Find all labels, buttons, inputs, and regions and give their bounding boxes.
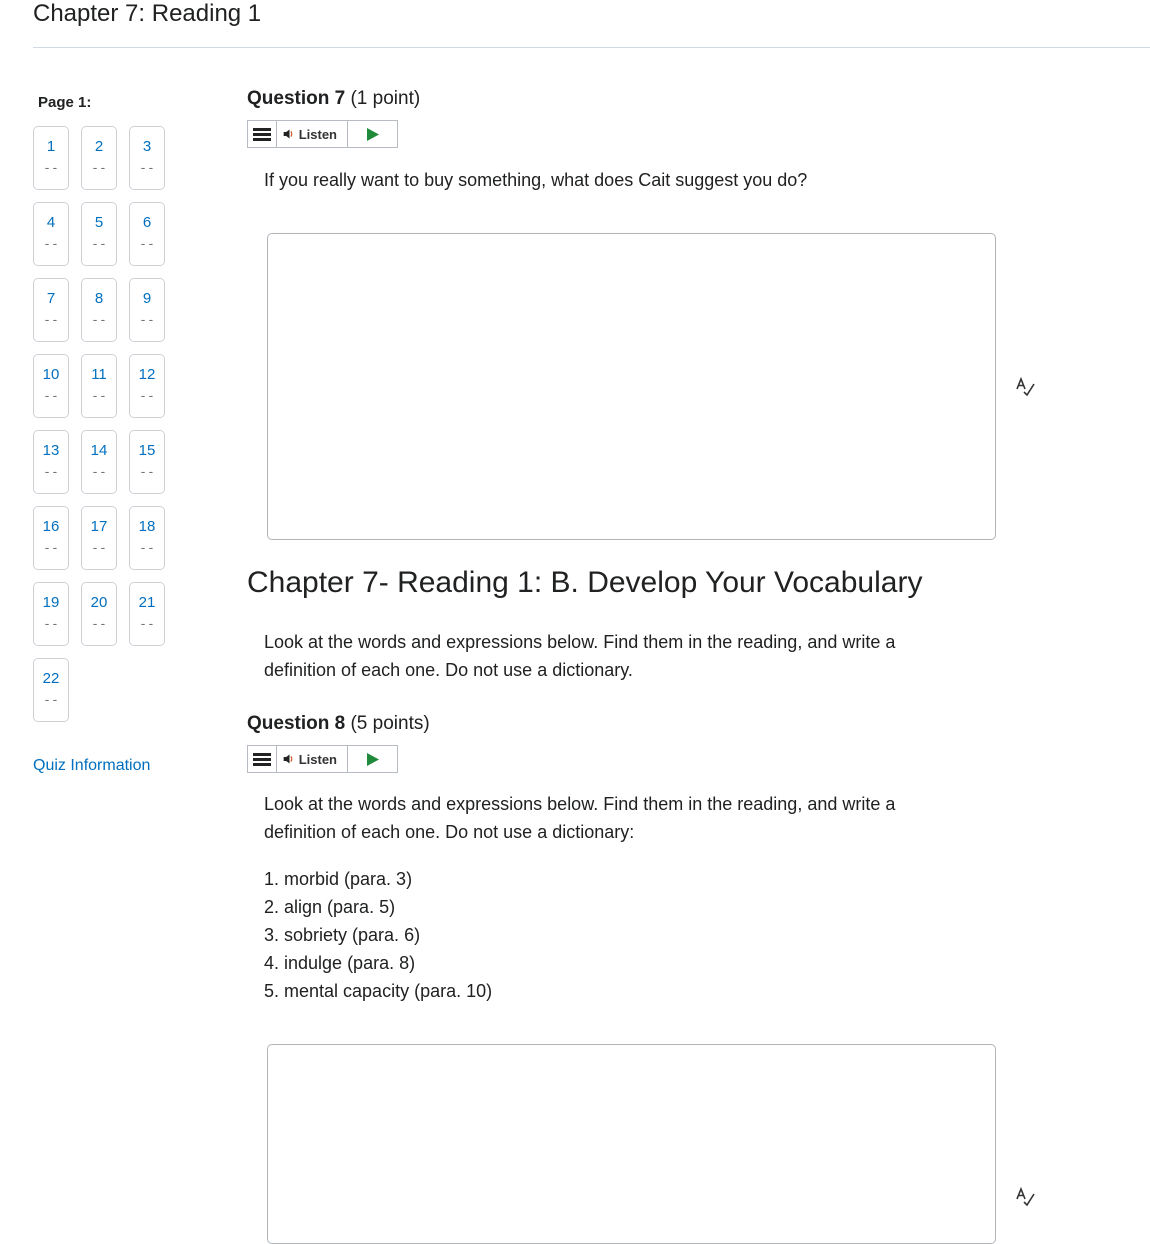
listen-menu-button[interactable]	[248, 746, 277, 772]
question-nav-10[interactable]	[33, 354, 69, 418]
question-nav-3[interactable]	[129, 126, 165, 190]
question-nav-status: --	[43, 161, 59, 176]
title-divider	[33, 47, 1150, 48]
question-nav-number: 1	[46, 138, 56, 155]
play-icon	[367, 753, 379, 766]
question-nav-11[interactable]	[81, 354, 117, 418]
question-8-points: (5 points)	[350, 713, 430, 734]
question-nav-number: 14	[90, 442, 108, 459]
quiz-information-link[interactable]: Quiz Information	[33, 757, 151, 774]
question-nav-number: 7	[46, 290, 56, 307]
question-nav-status: --	[43, 465, 59, 480]
question-nav-2[interactable]	[81, 126, 117, 190]
question-nav-12[interactable]	[129, 354, 165, 418]
question-nav-status: --	[139, 389, 155, 404]
question-7-points: (1 point)	[350, 88, 421, 109]
vocabulary-item: 4. indulge (para. 8)	[264, 953, 416, 973]
question-nav-17[interactable]	[81, 506, 117, 570]
question-nav-number: 12	[138, 366, 156, 383]
question-nav-status: --	[91, 541, 107, 556]
question-nav-status: --	[139, 161, 155, 176]
question-nav-status: --	[139, 465, 155, 480]
spellcheck-icon[interactable]	[1014, 1186, 1036, 1208]
page-title: Chapter 7: Reading 1	[33, 0, 262, 27]
listen-button[interactable]	[277, 746, 348, 772]
question-nav-number: 4	[46, 214, 56, 231]
question-8-answer-field[interactable]	[267, 1044, 996, 1244]
question-nav-14[interactable]	[81, 430, 117, 494]
vocabulary-item: 5. mental capacity (para. 10)	[264, 981, 493, 1001]
question-nav-1[interactable]	[33, 126, 69, 190]
vocabulary-list	[264, 865, 492, 1005]
question-nav-number: 17	[90, 518, 108, 535]
speaker-icon	[283, 127, 295, 141]
question-nav-6[interactable]	[129, 202, 165, 266]
question-nav-status: --	[43, 389, 59, 404]
listen-button[interactable]	[277, 121, 348, 147]
menu-icon	[253, 128, 271, 131]
question-nav-number: 10	[42, 366, 60, 383]
question-nav-status: --	[43, 693, 59, 708]
question-nav-number: 9	[142, 290, 152, 307]
question-nav-status: --	[91, 161, 107, 176]
section-title: Chapter 7- Reading 1: B. Develop Your Vocabulary	[247, 566, 923, 599]
question-navigator	[33, 126, 167, 722]
vocabulary-item: 1. morbid (para. 3)	[264, 869, 413, 889]
play-button[interactable]	[348, 746, 397, 772]
spellcheck-icon[interactable]	[1014, 376, 1036, 398]
listen-toolbar-q7	[247, 120, 398, 148]
question-nav-status: --	[91, 617, 107, 632]
question-nav-status: --	[43, 237, 59, 252]
vocabulary-item: 3. sobriety (para. 6)	[264, 925, 421, 945]
question-nav-number: 11	[91, 366, 107, 383]
question-nav-number: 20	[90, 594, 108, 611]
listen-menu-button[interactable]	[248, 121, 277, 147]
question-nav-5[interactable]	[81, 202, 117, 266]
question-nav-status: --	[43, 541, 59, 556]
question-7-label: Question 7	[247, 88, 346, 109]
question-nav-number: 18	[138, 518, 156, 535]
question-nav-number: 16	[42, 518, 60, 535]
question-nav-number: 13	[42, 442, 60, 459]
question-nav-status: --	[139, 541, 155, 556]
question-8-label: Question 8	[247, 713, 346, 734]
question-7-header	[247, 88, 420, 110]
question-nav-status: --	[43, 313, 59, 328]
question-nav-4[interactable]	[33, 202, 69, 266]
question-8-header	[247, 713, 430, 735]
question-nav-9[interactable]	[129, 278, 165, 342]
listen-toolbar-q8	[247, 745, 398, 773]
listen-label: Listen	[298, 751, 337, 767]
play-icon	[367, 128, 379, 141]
question-nav-status: --	[43, 617, 59, 632]
question-nav-15[interactable]	[129, 430, 165, 494]
question-nav-number: 22	[42, 670, 60, 687]
question-8-prompt: Look at the words and expressions below. Find them in the reading, and write a definition of each one. Do not use a dictionary:	[264, 794, 896, 842]
question-7-prompt: If you really want to buy something, what does Cait suggest you do?	[264, 170, 808, 190]
question-nav-number: 19	[42, 594, 60, 611]
question-nav-status: --	[139, 313, 155, 328]
question-nav-number: 5	[94, 214, 104, 231]
question-7-answer-field[interactable]	[267, 233, 996, 540]
question-nav-21[interactable]	[129, 582, 165, 646]
question-nav-22[interactable]	[33, 658, 69, 722]
question-nav-status: --	[91, 237, 107, 252]
page-label: Page 1:	[38, 94, 92, 111]
question-nav-number: 6	[142, 214, 152, 231]
section-intro: Look at the words and expressions below. Find them in the reading, and write a definition of each one. Do not use a dictionary.	[264, 632, 896, 680]
question-nav-18[interactable]	[129, 506, 165, 570]
question-nav-7[interactable]	[33, 278, 69, 342]
question-nav-number: 8	[94, 290, 104, 307]
play-button[interactable]	[348, 121, 397, 147]
listen-label: Listen	[298, 126, 337, 142]
question-nav-20[interactable]	[81, 582, 117, 646]
menu-icon	[253, 753, 271, 756]
vocabulary-item: 2. align (para. 5)	[264, 897, 396, 917]
speaker-icon	[283, 752, 295, 766]
question-nav-status: --	[139, 237, 155, 252]
question-nav-13[interactable]	[33, 430, 69, 494]
question-nav-status: --	[91, 313, 107, 328]
question-nav-status: --	[139, 617, 155, 632]
question-nav-16[interactable]	[33, 506, 69, 570]
question-nav-8[interactable]	[81, 278, 117, 342]
question-nav-number: 21	[138, 594, 156, 611]
question-nav-status: --	[91, 389, 107, 404]
question-nav-status: --	[91, 465, 107, 480]
question-nav-number: 15	[138, 442, 156, 459]
question-nav-19[interactable]	[33, 582, 69, 646]
question-nav-number: 2	[94, 138, 104, 155]
question-nav-number: 3	[142, 138, 152, 155]
